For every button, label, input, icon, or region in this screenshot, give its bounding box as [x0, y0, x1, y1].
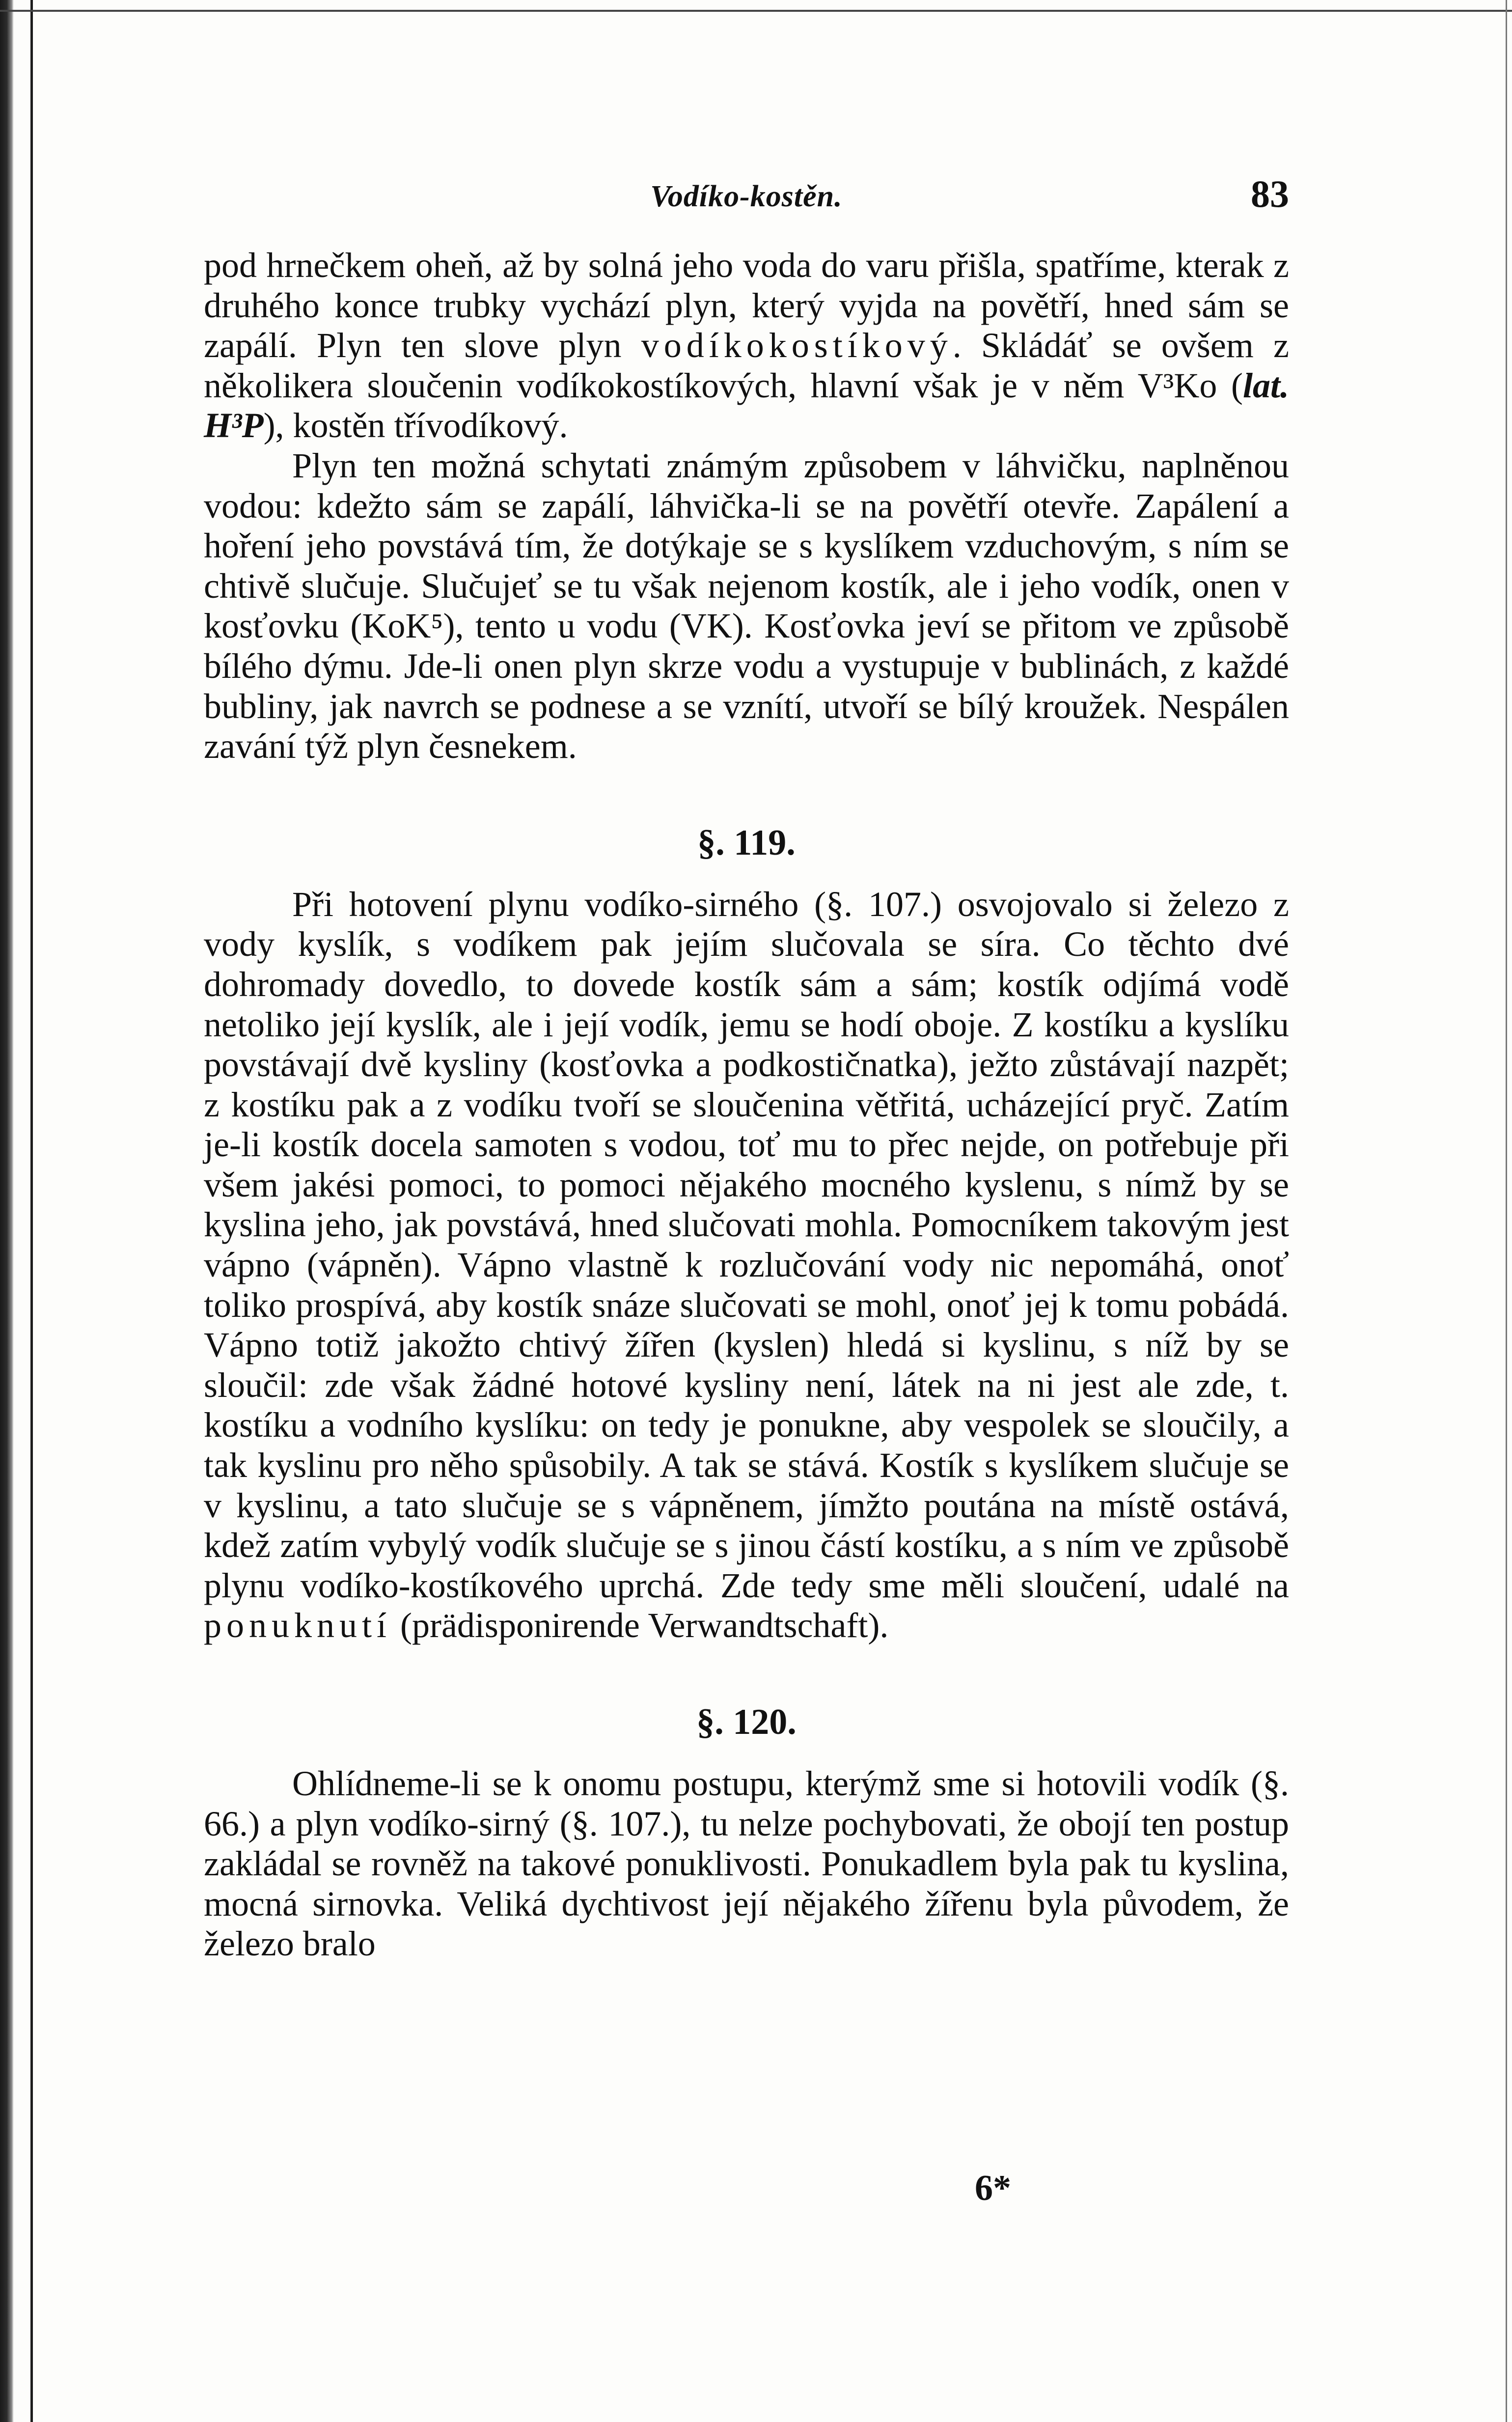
binding-edge: [0, 0, 14, 2422]
paragraph-text: Plyn ten možná schytati známým způsobem v láhvičku, naplněnou vodou: kdežto sám se zapálí, láhvička-li se na povětří otevře. Zapálení a hoření jeho povstává tím, že dotýkaje se s kyslíkem vzduchovým, s ním se chtivě slučuje. Slučujeť se tu však nejenom kostík, ale i jeho vodík, onen v kosťovku (KoK⁵), tento u vodu (VK). Kosťovka jeví se přitom ve způsobě bílého dýmu. Jde-li onen plyn skrze vodu a vystupuje v bublinách, z každé bubliny, jak navrch se podnese a se vznítí, utvoří se bílý kroužek. Nespálen zavání týž plyn česnekem.: [204, 445, 1289, 766]
paragraph: [204, 446, 1289, 767]
section-heading-120: §. 120.: [696, 1702, 797, 1742]
page-header: [204, 174, 1289, 219]
page-number: 83: [1251, 172, 1289, 215]
paragraph-text: vodíkokostíkový: [641, 326, 953, 365]
scan-border-left: [30, 0, 33, 2422]
paragraph-text: pod hrnečkem oheň, až by solná jeho voda do varu přišla, spatříme, kterak z druhého konce trubky vychází plyn, který vyjda na povětří, hned sám se zapálí. Plyn ten slove plyn: [204, 246, 1289, 365]
paragraph: [204, 885, 1289, 1646]
page-body: [204, 246, 1289, 1964]
paragraph-text: . Skládáť se ovšem z několikera sloučenin vodíkokostíkových, hlavní však je v něm V³Ko (: [204, 326, 1290, 405]
paragraph: [204, 246, 1289, 446]
paragraph-text: Ohlídneme-li se k onomu postupu, kterýmž sme si hotovili vodík (§. 66.) a plyn vodíko-sirný (§. 107.), tu nelze pochybovati, že obojí ten postup zakládal se rovněž na takové ponuklivosti. Ponukadlem byla pak tu kyslina, mocná sirnovka. Veliká dychtivost její nějakého žířenu byla původem, že železo bralo: [204, 1764, 1289, 1964]
paragraph: [204, 1764, 1289, 1964]
paragraph-text: ponuknutí: [204, 1606, 392, 1645]
running-title: Vodíko-kostěn.: [650, 180, 843, 213]
signature-mark: 6*: [975, 2168, 1011, 2208]
paragraph-text: lat. H³P: [204, 365, 1289, 445]
section-heading-119: §. 119.: [697, 822, 796, 863]
section-120-paragraphs: [204, 1764, 1289, 1964]
scan-border-right: [1506, 0, 1507, 2422]
paragraph-text: (prädisponirende Verwandtschaft).: [391, 1606, 889, 1645]
scan-border-top: [0, 10, 1512, 12]
section-119-paragraphs: [204, 885, 1289, 1646]
intro-paragraphs: [204, 246, 1289, 767]
paragraph-text: ), kostěn třívodíkový.: [263, 406, 568, 445]
paragraph-text: Při hotovení plynu vodíko-sirného (§. 107.) osvojovalo si železo z vody kyslík, s vodíkem pak jejím slučovala se síra. Co těchto dvé dohromady dovedlo, to dovede kostík sám a sám; kostík odjímá vodě netoliko její kyslík, ale i její vodík, jemu se hodí oboje. Z kostíku a kyslíku povstávají dvě kysliny (kosťovka a podkostičnatka), ježto zůstávají nazpět; z kostíku pak a z vodíku tvoří se sloučenina větřitá, ucházející pryč. Zatím je-li kostík docela samoten s vodou, toť mu to přec nejde, on potřebuje při všem jakési pomoci, to pomoci nějakého mocného kyslenu, s nímž by se kyslina jeho, jak povstává, hned slučovati mohla. Pomocníkem takovým jest vápno (vápněn). Vápno vlastně k rozlučování vody nic nepomáhá, onoť toliko prospívá, aby kostík snáze slučovati se mohl, onoť jej k tomu pobádá. Vápno totiž jakožto chtivý žířen (kyslen) hledá si kyslinu, s níž by se sloučil: zde však žádné hotové kysliny není, látek na ni jest ale zde, t. kostíku a vodního kyslíku: on tedy je ponukne, aby vespolek se sloučily, a tak kyslinu pro něho spůsobily. A tak se stává. Kostík s kyslíkem slučuje se v kyslinu, a tato slučuje se s vápněnem, jímžto poutána na místě ostává, kdež zatím vybylý vodík slučuje se s jinou částí kostíku, a s ním ve způsobě plynu vodíko-kostíkového uprchá. Zde tedy sme měli sloučení, udalé na: [204, 884, 1289, 1605]
